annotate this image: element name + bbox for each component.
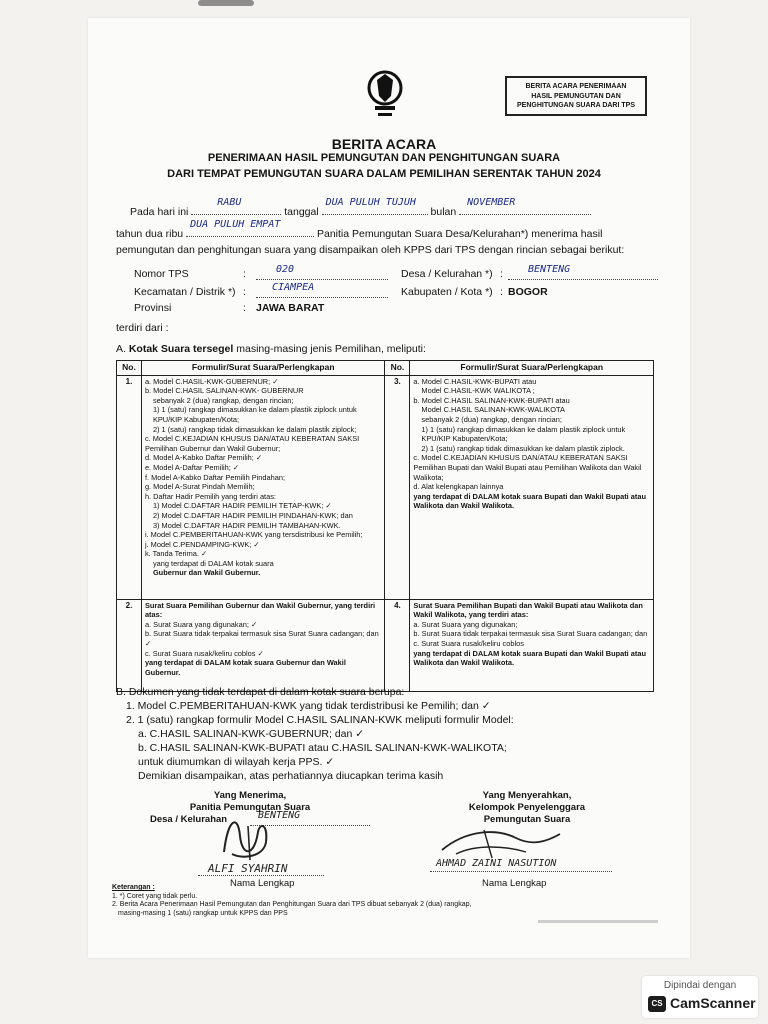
list-item: b. Model C.HASIL SALINAN-KWK-BUPATI atau bbox=[413, 395, 570, 405]
month-field bbox=[459, 197, 591, 215]
list-item: yang terdapat di DALAM kotak suara Bupati dan Wakil Bupati atau Walikota dan Wakil Walikota. bbox=[413, 491, 646, 511]
row-number: 3. bbox=[385, 375, 410, 599]
table-header-row bbox=[117, 361, 654, 376]
list-item: b. Surat Suara tidak terpakai termasuk sisa Surat Suara cadangan; dan ✓ bbox=[144, 629, 379, 648]
list-item: c. Surat Suara rusak/keliru coblos bbox=[413, 638, 524, 648]
desa-label: Desa / Kelurahan *) bbox=[401, 268, 493, 280]
kabupaten-label: Kabupaten / Kota *) bbox=[401, 286, 493, 298]
notes-item-3: masing-masing 1 (satu) rangkap untuk KPPS dan PPS bbox=[118, 909, 288, 917]
section-a-rest: masing-masing jenis Pemilihan, meliputi: bbox=[236, 343, 426, 355]
right-signature-block bbox=[432, 790, 622, 826]
list-item: a. Surat Suara yang digunakan; bbox=[413, 619, 518, 629]
kabupaten-colon: : bbox=[500, 286, 503, 298]
list-item: b. Surat Suara tidak terpakai termasuk sisa Surat Suara cadangan; dan bbox=[413, 629, 648, 639]
col-form-header: Formulir/Surat Suara/Perlengkapan bbox=[141, 361, 385, 376]
intro-line-3: pemungutan dan penghitungan suara yang disampaikan oleh KPPS dari TPS dengan rincian sebagai berikut: bbox=[116, 244, 625, 256]
tps-label: Nomor TPS bbox=[134, 268, 189, 280]
desa-colon: : bbox=[500, 268, 503, 280]
row-4-content bbox=[410, 599, 654, 691]
year-value: DUA PULUH EMPAT bbox=[190, 219, 281, 230]
kpu-emblem-icon bbox=[365, 66, 405, 122]
camscanner-caption: Dipindai dengan bbox=[663, 980, 737, 991]
submitter-signature-icon bbox=[436, 824, 566, 862]
provinsi-colon: : bbox=[243, 302, 246, 314]
section-a-bold: Kotak Suara tersegel bbox=[128, 343, 234, 355]
list-item: yang terdapat di DALAM kotak suara bbox=[152, 558, 274, 568]
kecamatan-colon: : bbox=[243, 286, 246, 298]
list-item: Surat Suara Pemilihan Bupati dan Wakil Bupati atau Walikota dan Wakil Walikota, yang terdiri atas: bbox=[413, 600, 643, 620]
receiver-desa-label: Desa / Kelurahan bbox=[150, 814, 228, 825]
receiver-label: Yang Menerima, bbox=[213, 790, 287, 801]
list-item: sebanyak 2 (dua) rangkap, dengan rincian; bbox=[152, 395, 294, 405]
list-item: b. Model C.HASIL SALINAN-KWK- GUBERNUR bbox=[144, 386, 304, 396]
left-signature-block bbox=[170, 790, 330, 814]
desa-value: BENTENG bbox=[528, 264, 571, 275]
receiver-name-line bbox=[198, 864, 324, 876]
table-row bbox=[117, 375, 654, 599]
section-b-item-2b: b. C.HASIL SALINAN-KWK-BUPATI atau C.HASIL SALINAN-KWK-WALIKOTA; bbox=[138, 742, 507, 754]
row-2-content bbox=[141, 599, 385, 691]
submitter-name-line bbox=[430, 860, 612, 872]
intro-line-1 bbox=[130, 197, 591, 218]
submitter-org-2: Pemungutan Suara bbox=[483, 814, 571, 825]
section-b-item-2c: untuk diumumkan di wilayah kerja PPS. ✓ bbox=[138, 756, 335, 768]
scan-smudge bbox=[198, 0, 254, 6]
list-item: 3) Model C.DAFTAR HADIR PEMILIH TAMBAHAN-KWK. bbox=[152, 520, 341, 530]
receiver-signature-icon bbox=[214, 812, 284, 864]
intro-date-label: tanggal bbox=[284, 206, 319, 218]
col-no-header: No. bbox=[117, 361, 142, 376]
intro-line-2-text: Panitia Pemungutan Suara Desa/Kelurahan*) menerima hasil bbox=[316, 228, 603, 240]
kecamatan-label: Kecamatan / Distrik *) bbox=[134, 286, 236, 298]
list-item: a. Model C.HASIL-KWK-GUBERNUR; ✓ bbox=[144, 376, 279, 386]
list-item: 2) 1 (satu) rangkap tidak dimasukkan ke dalam plastik ziplock; bbox=[152, 424, 357, 434]
intro-month-label: bulan bbox=[430, 206, 457, 218]
closing-text: Demikian disampaikan, atas perhatiannya diucapkan terima kasih bbox=[138, 770, 444, 782]
section-b-item-2: 2. 1 (satu) rangkap formulir Model C.HASIL SALINAN-KWK meliputi formulir Model: bbox=[126, 714, 514, 726]
list-item: j. Model C.PENDAMPING-KWK; ✓ bbox=[144, 539, 260, 549]
receiver-org: Panitia Pemungutan Suara bbox=[189, 802, 311, 813]
provinsi-label: Provinsi bbox=[134, 302, 172, 314]
date-value: DUA PULUH TUJUH bbox=[325, 197, 416, 208]
receiver-name: ALFI SYAHRIN bbox=[208, 862, 288, 875]
document-title: BERITA ACARA bbox=[331, 136, 437, 152]
list-item: c. Surat Suara rusak/keliru coblos ✓ bbox=[144, 648, 264, 658]
list-item: Model C.HASIL SALINAN-KWK-WALIKOTA bbox=[421, 405, 565, 415]
row-number: 2. bbox=[117, 599, 142, 691]
list-item: d. Alat kelengkapan lainnya bbox=[413, 482, 504, 492]
year-field bbox=[186, 219, 314, 237]
table-row bbox=[117, 599, 654, 691]
box-line-1: BERITA ACARA PENERIMAAN bbox=[525, 83, 627, 90]
list-item: h. Daftar Hadir Pemilih yang terdiri atas: bbox=[144, 491, 276, 501]
list-item: Model C.HASIL-KWK WALIKOTA ; bbox=[421, 386, 535, 396]
section-b-heading: B. Dokumen yang tidak terdapat di dalam kotak suara berupa: bbox=[116, 686, 405, 698]
submitter-name: AHMAD ZAINI NASUTION bbox=[436, 858, 557, 869]
list-item: yang terdapat di DALAM kotak suara Gubernur dan Wakil Gubernur. bbox=[144, 658, 346, 677]
tps-value: 020 bbox=[276, 264, 295, 275]
list-item: i. Model C.PEMBERITAHUAN-KWK yang tersdistribusi ke Pemilih; bbox=[144, 530, 363, 540]
camscanner-badge bbox=[642, 976, 758, 1018]
footer-watermark-line bbox=[538, 920, 658, 923]
col-no-header: No. bbox=[385, 361, 410, 376]
list-item: Gubernur dan Wakil Gubernur. bbox=[152, 568, 261, 578]
list-item: 1) Model C.DAFTAR HADIR PEMILIH TETAP-KWK; ✓ bbox=[152, 501, 332, 511]
notes-item-2: 2. Berita Acara Penerimaan Hasil Pemungutan dan Penghitungan Suara dari TPS dibuat sebanyak 2 (dua) rangkap, bbox=[112, 901, 472, 908]
submitter-label: Yang Menyerahkan, bbox=[482, 790, 572, 801]
notes-block bbox=[112, 884, 652, 918]
document-type-box bbox=[505, 76, 647, 116]
box-line-3: PENGHITUNGAN SUARA DARI TPS bbox=[517, 102, 635, 109]
receiver-desa-value: BENTENG bbox=[258, 810, 301, 821]
list-item: a. Model C.HASIL-KWK-BUPATI atau bbox=[413, 376, 537, 386]
document-subtitle-2: DARI TEMPAT PEMUNGUTAN SUARA DALAM PEMILIHAN SERENTAK TAHUN 2024 bbox=[167, 168, 601, 180]
list-item: g. Model A-Surat Pindah Memilih; bbox=[144, 482, 255, 492]
row-3-content bbox=[410, 375, 654, 599]
tps-colon: : bbox=[243, 268, 246, 280]
submitter-caption: Nama Lengkap bbox=[482, 878, 547, 889]
notes-item-1: 1. *) Coret yang tidak perlu. bbox=[112, 892, 198, 900]
day-value: RABU bbox=[217, 197, 242, 208]
row-number: 4. bbox=[385, 599, 410, 691]
intro-line-2 bbox=[116, 219, 603, 240]
section-b-item-2a: a. C.HASIL SALINAN-KWK-GUBERNUR; dan ✓ bbox=[138, 728, 365, 740]
notes-heading: Keterangan : bbox=[112, 884, 155, 891]
section-b-item-1: 1. Model C.PEMBERITAHUAN-KWK yang tidak terdistribusi ke Pemilih; dan ✓ bbox=[126, 700, 491, 712]
row-number: 1. bbox=[117, 375, 142, 599]
intro-year-label: tahun dua ribu bbox=[116, 228, 184, 240]
camscanner-logo-icon: CS bbox=[648, 996, 666, 1012]
list-item: e. Model A-Daftar Pemilih; ✓ bbox=[144, 462, 240, 472]
list-item: yang terdapat di DALAM kotak suara Bupati dan Wakil Bupati atau Walikota dan Wakil Walikota. bbox=[413, 648, 646, 668]
form-table bbox=[116, 360, 654, 692]
date-field bbox=[322, 197, 428, 215]
list-item: f. Model A-Kabko Daftar Pemilih Pindahan; bbox=[144, 472, 286, 482]
section-a-heading bbox=[116, 343, 426, 355]
list-item: d. Model A-Kabko Daftar Pemilih; ✓ bbox=[144, 453, 263, 463]
row-1-content bbox=[141, 375, 385, 599]
box-line-2: HASIL PEMUNGUTAN DAN bbox=[531, 92, 621, 100]
month-value: NOVEMBER bbox=[467, 197, 516, 208]
list-item: a. Surat Suara yang digunakan; ✓ bbox=[144, 619, 258, 629]
list-item: 2) 1 (satu) rangkap tidak dimasukkan ke dalam plastik ziplock. bbox=[421, 443, 625, 453]
provinsi-value: JAWA BARAT bbox=[256, 302, 325, 314]
list-item: Surat Suara Pemilihan Gubernur dan Wakil Gubernur, yang terdiri atas: bbox=[144, 600, 376, 620]
list-item: sebanyak 2 (dua) rangkap, dengan rincian; bbox=[421, 414, 562, 424]
list-item: 1) 1 (satu) rangkap dimasukkan ke dalam plastik ziplock untuk KPU/KIP Kabupaten/Kota; bbox=[421, 424, 626, 444]
list-item: 2) Model C.DAFTAR HADIR PEMILIH PINDAHAN-KWK; dan bbox=[152, 510, 353, 520]
terdiri-dari: terdiri dari : bbox=[116, 322, 169, 334]
submitter-org-1: Kelompok Penyelenggara bbox=[468, 802, 586, 813]
day-field bbox=[191, 197, 281, 215]
document-subtitle-1: PENERIMAAN HASIL PEMUNGUTAN DAN PENGHITUNGAN SUARA bbox=[207, 152, 561, 164]
receiver-caption: Nama Lengkap bbox=[230, 878, 295, 889]
kabupaten-value: BOGOR bbox=[508, 286, 548, 298]
section-a-prefix: A. bbox=[116, 343, 126, 355]
col-form-header: Formulir/Surat Suara/Perlengkapan bbox=[410, 361, 654, 376]
kecamatan-value: CIAMPEA bbox=[272, 282, 315, 293]
intro-day-label: Pada hari ini bbox=[130, 206, 189, 218]
list-item: k. Tanda Terima. ✓ bbox=[144, 549, 208, 559]
list-item: c. Model C.KEJADIAN KHUSUS DAN/ATAU KEBERATAN SAKSI Pemilihan Bupati dan Wakil Bupati atau Pemilihan Walikota dan Wakil Walikota; bbox=[413, 453, 642, 482]
list-item: c. Model C.KEJADIAN KHUSUS DAN/ATAU KEBERATAN SAKSI Pemilihan Gubernur dan Wakil Gubernur; bbox=[144, 434, 360, 453]
camscanner-name: CamScanner bbox=[670, 995, 756, 1011]
list-item: 1) 1 (satu) rangkap dimasukkan ke dalam plastik ziplock untuk KPU/KIP Kabupaten/Kota; bbox=[152, 405, 357, 424]
